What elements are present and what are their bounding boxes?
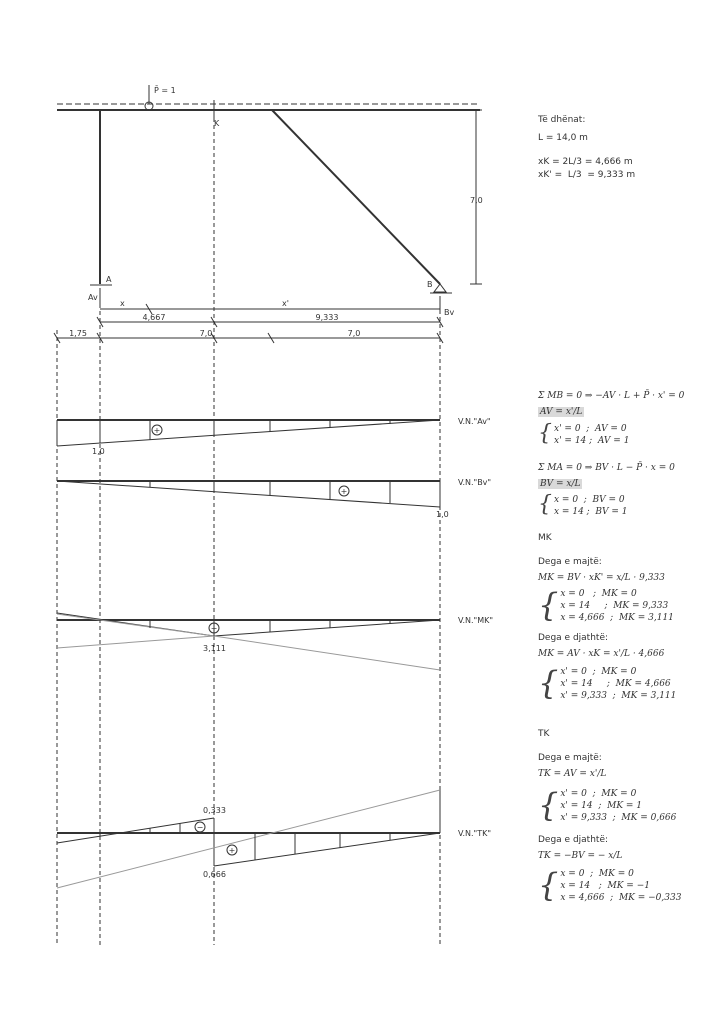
il-mk-name: V.N."MK" [458, 616, 494, 625]
tk-right-title: Dega e djathtë: [538, 835, 609, 845]
il-tk-name: V.N."TK" [458, 829, 492, 838]
eq-mk-left: MK = BV · xK' = x/L · 9,333 [538, 573, 665, 583]
brace-icon: { [538, 421, 552, 446]
il-av [57, 420, 440, 446]
eq-bv-cases: { x = 0 ; BV = 0 x = 14 ; BV = 1 [538, 492, 628, 517]
il-bv-value: 1,0 [436, 510, 449, 519]
brace-icon: { [538, 586, 559, 624]
eq-bv-text: BV = x/L [540, 479, 581, 489]
load-label: P̄ = 1 [154, 86, 176, 95]
label-a: A [106, 275, 112, 284]
given-xk-prime: xK' = L/3 = 9,333 m [538, 170, 636, 180]
label-av: Av [88, 293, 98, 302]
il-tk-sign-bottom: + [228, 846, 236, 855]
eq-tk-left: TK = AV = x'/L [538, 769, 607, 779]
eq-sum-ma: Σ MA = 0 ⇒ BV · L − P̄ · x = 0 [538, 463, 675, 473]
eq-tk-right-cases: { x = 0 ; MK = 0 x = 14 ; MK = −1 x = 4,666 ; MK = −0,333 [538, 866, 682, 904]
dim-175: 1,75 [69, 329, 87, 338]
eq-tk-left-cases: { x' = 0 ; MK = 0 x' = 14 ; MK = 1 x' = 9,333 ; MK = 0,666 [538, 786, 677, 824]
brace-icon: { [538, 492, 552, 517]
label-height: 7,0 [470, 196, 483, 205]
eq-bv [538, 478, 582, 490]
il-tk-value-top: 0,333 [203, 806, 226, 815]
support-b [434, 284, 446, 292]
il-av-sign: + [153, 426, 161, 435]
il-mk [57, 613, 440, 670]
dim-9333: 9,333 [315, 313, 339, 322]
dim-70-b: 7,0 [347, 329, 361, 338]
eq-mk-right-cases: { x' = 0 ; MK = 0 x' = 14 ; MK = 4,666 x' = 9,333 ; MK = 3,111 [538, 664, 677, 702]
eq-tk-right: TK = −BV = − x/L [538, 851, 623, 861]
label-bv: Bv [444, 308, 455, 317]
eq-mk-right: MK = AV · xK = x'/L · 4,666 [538, 649, 665, 659]
label-k: K [214, 119, 220, 128]
eq-mk-left-cases: { x = 0 ; MK = 0 x = 14 ; MK = 9,333 x = 4,666 ; MK = 3,111 [538, 586, 674, 624]
il-av-name: V.N."Av" [458, 417, 491, 426]
tk-left-title: Dega e majtë: [538, 753, 602, 763]
il-bv-name: V.N."Bv" [458, 478, 492, 487]
brace-icon: { [538, 866, 559, 904]
given-xk: xK = 2L/3 = 4,666 m [538, 157, 633, 167]
dim-4667: 4,667 [142, 313, 166, 322]
mk-title: MK [538, 533, 552, 543]
strut-b [272, 110, 440, 284]
il-av-value: 1,0 [92, 447, 105, 456]
il-bv [57, 481, 440, 507]
brace-icon: { [538, 664, 559, 702]
eq-av [538, 406, 584, 418]
il-tk-value-bottom: 0,666 [203, 870, 226, 879]
given-l: L = 14,0 m [538, 133, 588, 143]
eq-sum-mb: Σ MB = 0 ⇒ −AV · L + P̄ · x' = 0 [538, 391, 685, 401]
label-b: B [427, 280, 433, 289]
tk-title: TK [538, 729, 550, 739]
label-x-prime: x' [282, 299, 289, 308]
mk-left-title: Dega e majtë: [538, 557, 602, 567]
eq-av-cases: { x' = 0 ; AV = 0 x' = 14 ; AV = 1 [538, 421, 630, 446]
givens-title: Të dhënat: [538, 115, 586, 125]
dim-70-a: 7,0 [199, 329, 213, 338]
il-mk-sign: − [210, 624, 218, 633]
eq-av-text: AV = x'/L [540, 407, 583, 417]
label-x: x [120, 299, 125, 308]
il-mk-value: 3,111 [203, 644, 226, 653]
il-bv-sign: + [340, 487, 348, 496]
mk-right-title: Dega e djathtë: [538, 633, 609, 643]
il-tk-sign-top: − [196, 823, 204, 832]
il-tk [57, 790, 440, 888]
brace-icon: { [538, 786, 559, 824]
